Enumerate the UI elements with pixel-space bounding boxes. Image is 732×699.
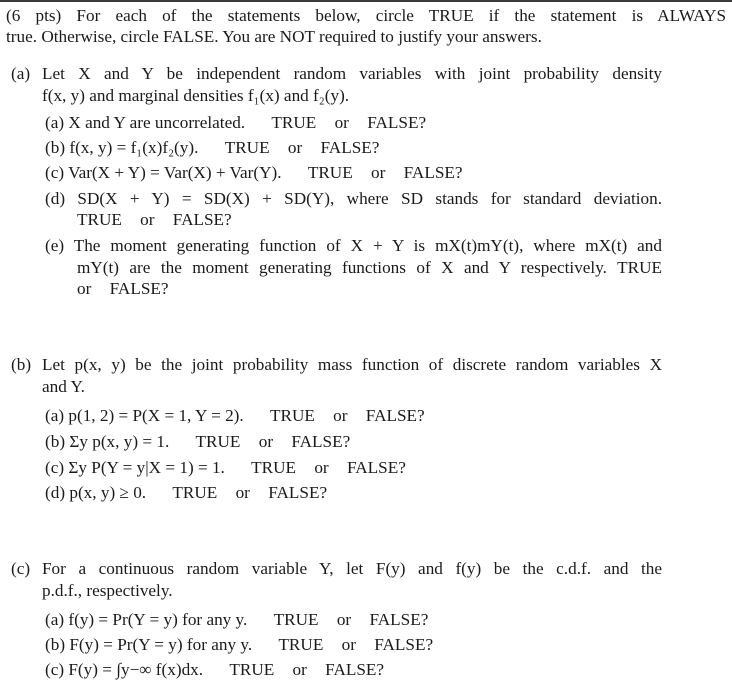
true-option[interactable]: TRUE — [307, 163, 353, 182]
false-option[interactable]: FALSE? — [109, 279, 169, 298]
part-a-item-e-options — [77, 279, 169, 299]
false-option[interactable]: FALSE? — [369, 610, 429, 629]
part-c-label: (c) — [11, 559, 31, 578]
part-a-intro-1: Let X and Y be independent random variables with joint probability density — [42, 64, 662, 83]
part-c-intro-1: For a continuous random variable Y, let F(y) and f(y) be the c.d.f. and the — [42, 559, 662, 578]
or-text: or — [333, 406, 348, 425]
intro-text-1: For each of the statements below, circle TRUE if the statement is ALWAYS — [76, 6, 727, 25]
or-text: or — [287, 138, 303, 157]
or-text: or — [371, 163, 386, 182]
true-option[interactable]: TRUE — [224, 138, 270, 157]
statement-text: F(y) = ∫y−∞ f(x)dx. — [68, 660, 204, 679]
false-option[interactable]: FALSE? — [268, 483, 328, 502]
part-a-item-b — [45, 138, 379, 158]
item-label: (b) — [45, 138, 66, 157]
false-option[interactable]: FALSE? — [374, 635, 434, 654]
statement-text: Σy p(x, y) = 1. — [69, 432, 170, 451]
item-label: (a) — [45, 610, 65, 629]
false-option[interactable]: FALSE? — [172, 210, 232, 229]
false-option[interactable]: FALSE? — [346, 458, 406, 477]
or-text: or — [341, 635, 356, 654]
part-a-intro-2: f(x, y) and marginal densities f₁(x) and f₂(y). — [42, 86, 350, 105]
part-b-item-c — [45, 458, 406, 478]
or-text: or — [235, 483, 250, 502]
or-text: or — [292, 660, 307, 679]
part-b-intro-2: and Y. — [42, 377, 85, 396]
part-b-item-b — [45, 432, 350, 452]
part-a-item-d-options — [77, 210, 232, 230]
true-option[interactable]: TRUE — [270, 406, 315, 425]
or-text: or — [336, 610, 352, 629]
item-label: (c) — [45, 163, 65, 182]
or-text: or — [314, 458, 329, 477]
intro-line-1 — [6, 6, 726, 26]
false-option[interactable]: FALSE? — [320, 138, 380, 157]
statement-text: mY(t) are the moment generating functions of X and Y respectively. — [77, 258, 607, 277]
true-option[interactable]: TRUE — [273, 610, 319, 629]
statement-text: p(x, y) ≥ 0. — [69, 483, 147, 502]
true-option[interactable]: TRUE — [278, 635, 324, 654]
item-label: (a) — [45, 406, 65, 425]
true-option[interactable]: TRUE — [172, 483, 218, 502]
false-option[interactable]: FALSE? — [365, 406, 425, 425]
top-rule — [0, 0, 732, 2]
part-b-label: (b) — [11, 355, 32, 374]
part-c-item-a — [45, 610, 428, 630]
intro-line-2: true. Otherwise, circle FALSE. You are NOT required to justify your answers. — [6, 27, 542, 46]
item-label: (b) — [45, 635, 66, 654]
true-option[interactable]: TRUE — [251, 458, 297, 477]
part-b-intro-1: Let p(x, y) be the joint probability mass function of discrete random variables X — [42, 355, 662, 374]
statement-text: f(x, y) = f₁(x)f₂(y). — [69, 138, 199, 157]
true-option[interactable]: TRUE — [229, 660, 275, 679]
part-a-item-d — [45, 189, 662, 209]
part-b-item-a — [45, 406, 425, 426]
true-option[interactable]: TRUE — [271, 113, 317, 132]
part-c-intro-2: p.d.f., respectively. — [42, 581, 173, 600]
false-option[interactable]: FALSE? — [291, 432, 351, 451]
false-option[interactable]: FALSE? — [325, 660, 385, 679]
part-c-item-c — [45, 660, 384, 680]
false-option[interactable]: FALSE? — [367, 113, 427, 132]
points-label: (6 pts) — [6, 6, 62, 25]
or-text: or — [258, 432, 274, 451]
statement-text: Σy P(Y = y|X = 1) = 1. — [68, 458, 225, 477]
true-option[interactable]: TRUE — [77, 210, 122, 229]
part-a-item-e-2 — [77, 258, 662, 278]
statement-text: Var(X + Y) = Var(X) + Var(Y). — [68, 163, 282, 182]
item-label: (d) — [45, 189, 66, 208]
item-label: (b) — [45, 432, 66, 451]
item-label: (e) — [45, 236, 65, 255]
part-a-item-a — [45, 113, 426, 133]
true-option[interactable]: TRUE — [195, 432, 241, 451]
false-option[interactable]: FALSE? — [403, 163, 463, 182]
item-label: (d) — [45, 483, 66, 502]
part-c-item-b — [45, 635, 433, 655]
item-label: (a) — [45, 113, 65, 132]
statement-text: p(1, 2) = P(X = 1, Y = 2). — [68, 406, 244, 425]
or-text: or — [140, 210, 155, 229]
true-option[interactable]: TRUE — [617, 258, 662, 277]
statement-text: X and Y are uncorrelated. — [68, 113, 246, 132]
statement-text: SD(X + Y) = SD(X) + SD(Y), where SD stands for standard deviation. — [77, 189, 662, 208]
item-label: (c) — [45, 458, 65, 477]
part-a-item-c — [45, 163, 463, 183]
part-a-label: (a) — [11, 64, 31, 83]
or-text: or — [77, 279, 92, 298]
part-a-item-e-1 — [45, 236, 662, 256]
part-b-item-d — [45, 483, 327, 503]
statement-text: f(y) = Pr(Y = y) for any y. — [68, 610, 248, 629]
or-text: or — [334, 113, 349, 132]
statement-text: F(y) = Pr(Y = y) for any y. — [69, 635, 253, 654]
statement-text: The moment generating function of X + Y is mX(t)mY(t), where mX(t) and — [73, 236, 662, 255]
item-label: (c) — [45, 660, 65, 679]
